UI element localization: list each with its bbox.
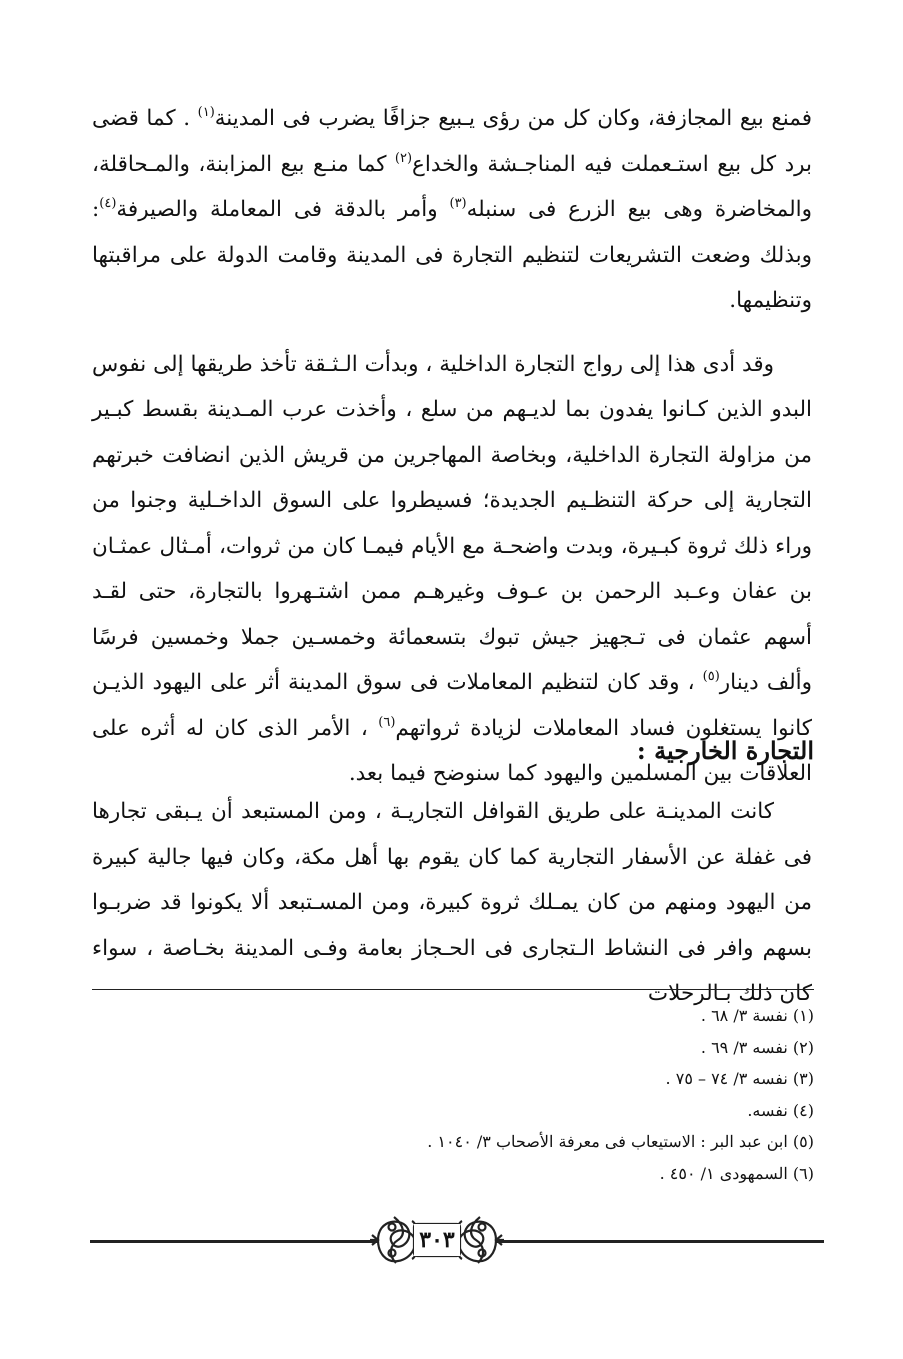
bottom-rule-left: [90, 1240, 378, 1243]
footnote-marker: (٦): [378, 714, 396, 730]
footnote-2: (٢) نفسه ٣/ ٦٩ .: [700, 1037, 814, 1057]
footnote-divider: [92, 989, 814, 990]
text-segment: كما منـع بيع المزابنة، والمـحاقلة، والمخاضرة وهى بيع الزرع فى سنبله: [92, 151, 812, 222]
text-segment: فمنع بيع المجازفة، وكان كل من رؤى يـبيع جزافًا يضرب فى المدينة: [214, 106, 812, 131]
footnote-marker: (١): [197, 105, 215, 120]
text-segment: ، وقد كان لتنظيم المعاملات فى سوق المدينة أثر على اليهود الذيـن كانوا يستغلون فساد المعاملات لزيادة ثرواتهم: [92, 670, 813, 741]
text-segment: وقد أدى هذا إلى رواج التجارة الداخلية ، وبدأت الـثـقة تأخذ طريقها إلى نفوس البدو الذين كـانوا يفدون بما لديـهم من سلع ، وأخذت عرب المـدينة بقسط كبـير من مزاولة التجارة الداخلية، وبخاصة المهاجرين من قريش الذين انضافت خبرتهم التجارية إلى حركة التنظـيم الجديدة؛ فسيطروا على السوق الداخـلية وجنوا من وراء ذلك ثروة كبـيرة، وبدت واضحـة مع الأيام فيمـا كان من ثروات، أمـثال عمثـان بن عفان وعـبد الرحمن بن عـوف وغيرهـم ممن اشتـهروا بالتجارة، حتى لقـد أسهم عثمان فى تـجهيز جيش تبوك بتسعمائة وخمسـين جملا وخمسين فرسًا وألف دينار: [92, 351, 812, 695]
paragraph-3: كانت المدينـة على طريق القوافل التجاريـة ، ومن المستبعد أن يـبقى تجارها فى غفلة عن الأسفار التجارية كما كان يقوم بها أهل مكة، وكان فيها جالية كبيرة من اليهود ومنهم من كان يمـلك ثروة كبيرة، ومن المسـتبعد ألا يكونوا قد ضربـوا بسهم وافر فى النشاط الـتجارى فى الحـجاز بعامة وفـى المدينة بخـاصة ، سواء كان ذلك بـالرحلات: [92, 799, 812, 1006]
footnote-6: (٦) السمهودى ١/ ٤٥٠ .: [659, 1163, 814, 1183]
footnote-3: (٣) نفسه ٣/ ٧٤ – ٧٥ .: [665, 1069, 814, 1089]
paragraph-2: [92, 342, 812, 797]
section-body: [92, 789, 812, 1017]
page-number: ٣٠٣: [414, 1224, 460, 1256]
text-segment: . كما قضى برد كل بيع استـعملت فيه المناجـشة والخداع: [92, 106, 812, 177]
text-segment: ، الأمر الذى كان له أثره على العلاقات بين المسلمين واليهود كما سنوضح فيما بعد.: [92, 715, 812, 786]
footnote-marker: (٣): [449, 196, 467, 211]
footnote-4: (٤) نفسه.: [747, 1100, 814, 1120]
paragraph-spacer: [92, 324, 812, 342]
text-segment: وأمر بالدقة فى المعاملة والصيرفة: [116, 197, 450, 222]
footnote-marker: (٢): [394, 150, 413, 166]
footnote-5: (٥) ابن عبد البر : الاستيعاب فى معرفة الأصحاب ٣/ ١٠٤٠ .: [427, 1132, 814, 1152]
footnote-1: (١) نفسة ٣/ ٦٨ .: [700, 1006, 814, 1025]
section-heading: التجارة الخارجية :: [636, 736, 814, 765]
footnote-marker: (٤): [99, 196, 117, 211]
footnotes-list: [92, 1000, 814, 1190]
body-text: [92, 96, 812, 797]
paragraph-1: [92, 96, 812, 324]
bottom-rule-right: [496, 1240, 824, 1243]
text-segment: : وبذلك وضعت التشريعات لتنظيم التجارة فى المدينة وقامت الدولة على مراقبتها وتنظيمها.: [92, 197, 812, 313]
footnote-marker: (٥): [702, 669, 720, 684]
